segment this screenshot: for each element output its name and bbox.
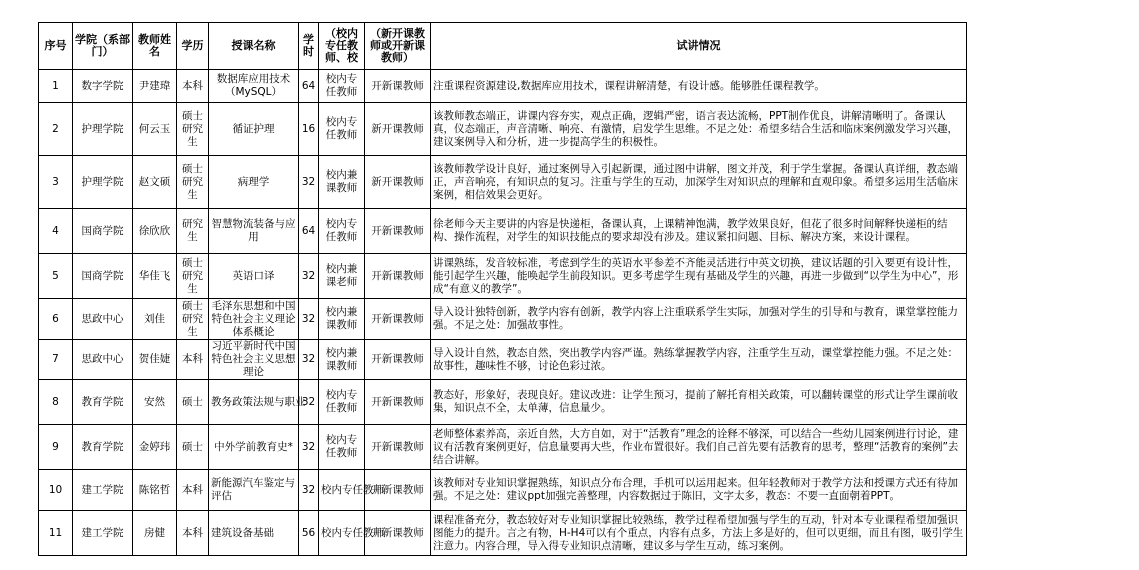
cell-detail[interactable]: 教态好，形象好，表现良好。建议改进：让学生预习，提前了解托育相关政策，可以翻转课堂的形式让学生课前收集，知识点不全，太单薄，信息量少。 xyxy=(431,380,967,425)
table-row xyxy=(39,156,967,209)
cell-teacher-type[interactable]: 校内专任教师 xyxy=(319,425,365,470)
cell-detail[interactable]: 注重课程资源建设,数据库应用技术，课程讲解清楚，有设计感。能够胜任课程教学。 xyxy=(431,70,967,103)
header-no: 序号 xyxy=(39,23,73,70)
cell-no[interactable]: 8 xyxy=(39,380,73,425)
header-row xyxy=(39,23,967,70)
cell-teacher-type[interactable]: 校内专任教师 xyxy=(319,470,365,511)
cell-detail[interactable]: 导入设计独特创新，教学内容有创新，教学内容上注重联系学生实际，加强对学生的引导和与教育，课堂掌控能力强。不足之处：加强故事性。 xyxy=(431,299,967,340)
cell-college[interactable]: 国商学院 xyxy=(73,254,133,299)
cell-teacher[interactable]: 贺佳婕 xyxy=(133,340,177,380)
cell-no[interactable]: 6 xyxy=(39,299,73,340)
cell-no[interactable]: 9 xyxy=(39,425,73,470)
cell-teacher[interactable]: 赵文硕 xyxy=(133,156,177,209)
cell-category[interactable]: 新开课教师 xyxy=(365,156,431,209)
cell-teacher-type[interactable]: 校内专任教师 xyxy=(319,70,365,103)
cell-degree[interactable]: 硕士研究生 xyxy=(177,254,209,299)
cell-teacher-type[interactable]: 校内专任教师 xyxy=(319,380,365,425)
cell-teacher[interactable]: 徐欣欣 xyxy=(133,209,177,254)
cell-teacher-type[interactable]: 校内兼课教师 xyxy=(319,156,365,209)
cell-degree[interactable]: 硕士 xyxy=(177,425,209,470)
cell-teacher-type[interactable]: 校内兼课教师 xyxy=(319,299,365,340)
cell-hours[interactable]: 32 xyxy=(299,340,319,380)
cell-no[interactable]: 11 xyxy=(39,511,73,556)
header-trial-situation: 试讲情况 xyxy=(431,23,967,70)
cell-category[interactable]: 开新课教师 xyxy=(365,380,431,425)
header-course: 授课名称 xyxy=(209,23,299,70)
cell-course[interactable]: 数据库应用技术（MySQL） xyxy=(209,70,299,103)
cell-hours[interactable]: 32 xyxy=(299,425,319,470)
cell-detail[interactable]: 徐老师今天主要讲的内容是快递柜，备课认真，上课精神饱满，教学效果良好，但花了很多时间解释快递柜的结构、操作流程，对学生的知识技能点的要求却没有涉及。建议紧扣问题、目标、解决方案，来设计课程。 xyxy=(431,209,967,254)
header-hours: 学时 xyxy=(299,23,319,70)
cell-course[interactable]: 建筑设备基础 xyxy=(209,511,299,556)
cell-no[interactable]: 1 xyxy=(39,70,73,103)
cell-teacher[interactable]: 金婷玮 xyxy=(133,425,177,470)
table-row xyxy=(39,70,967,103)
header-college: 学院（系部门） xyxy=(73,23,133,70)
cell-college[interactable]: 数字学院 xyxy=(73,70,133,103)
cell-degree[interactable]: 硕士研究生 xyxy=(177,156,209,209)
table-row xyxy=(39,299,967,340)
cell-course[interactable]: 中外学前教育史* xyxy=(209,425,299,470)
cell-course[interactable]: 智慧物流装备与应用 xyxy=(209,209,299,254)
cell-hours[interactable]: 56 xyxy=(299,511,319,556)
cell-course[interactable]: 病理学 xyxy=(209,156,299,209)
cell-degree[interactable]: 本科 xyxy=(177,70,209,103)
cell-degree[interactable]: 硕士研究生 xyxy=(177,299,209,340)
cell-degree[interactable]: 研究生 xyxy=(177,209,209,254)
cell-degree[interactable]: 本科 xyxy=(177,511,209,556)
cell-teacher-type[interactable]: 校内兼课老师 xyxy=(319,254,365,299)
cell-category[interactable]: 新开课教师 xyxy=(365,103,431,156)
cell-degree[interactable]: 本科 xyxy=(177,340,209,380)
cell-detail[interactable]: 该教师教态端正，讲课内容夯实，观点正确，逻辑严密，语言表达流畅，PPT制作优良，讲解清晰明了。备课认真，仪态端正，声音清晰、响亮、有激情，启发学生思维。不足之处：希望多结合生活和临床案例激发学习兴趣，建议案例导入和分析，进一步提高学生的积极性。 xyxy=(431,103,967,156)
cell-college[interactable]: 国商学院 xyxy=(73,209,133,254)
table-row xyxy=(39,340,967,380)
cell-category[interactable]: 开新课教师 xyxy=(365,299,431,340)
cell-detail[interactable]: 课程准备充分，教态较好对专业知识掌握比较熟练，教学过程希望加强与学生的互动，针对本专业课程希望加强识图能力的提升。言之有物，H-H4可以有个重点，内容有点多，方法上多是好的，但可以更细，而且有图，吸引学生注意力。内容合理，导入得专业知识点清晰，建议多与学生互动，练习案例。 xyxy=(431,511,967,556)
cell-hours[interactable]: 64 xyxy=(299,70,319,103)
cell-college[interactable]: 护理学院 xyxy=(73,103,133,156)
cell-degree[interactable]: 本科 xyxy=(177,470,209,511)
cell-category[interactable]: 开新课教师 xyxy=(365,340,431,380)
cell-college[interactable]: 教育学院 xyxy=(73,425,133,470)
header-teacher: 教师姓名 xyxy=(133,23,177,70)
cell-detail[interactable]: 该教师对专业知识掌握熟练，知识点分布合理，手机可以运用起来。但年轻教师对于教学方法和授课方式还有待加强。不足之处：建议ppt加强完善整理，内容数据过于陈旧，文字太多，教态：不要一直面朝着PPT。 xyxy=(431,470,967,511)
cell-college[interactable]: 思政中心 xyxy=(73,299,133,340)
cell-course[interactable]: 循证护理 xyxy=(209,103,299,156)
cell-detail[interactable]: 老师整体素养高，亲近自然，大方自如，对于“活教育”理念的诠释不够深，可以结合一些幼儿园案例进行讨论，建议有活教育案例更好，信息量要再大些，作业布置很好。我们自己首先要有活教育的思考，整理“活教育的案例”去结合讲解。 xyxy=(431,425,967,470)
cell-college[interactable]: 护理学院 xyxy=(73,156,133,209)
cell-course[interactable]: 新能源汽车鉴定与评估 xyxy=(209,470,299,511)
header-teacher-category: （新开课教师或开新课教师） xyxy=(365,23,431,70)
cell-teacher-type[interactable]: 校内兼课教师 xyxy=(319,340,365,380)
cell-category[interactable]: 开新课教师 xyxy=(365,70,431,103)
cell-teacher[interactable]: 华佳飞 xyxy=(133,254,177,299)
cell-detail[interactable]: 导入设计自然，教态自然，突出教学内容严谨。熟练掌握教学内容，注重学生互动，课堂掌控能力强。不足之处：故事性，趣味性不够，讨论色彩过浓。 xyxy=(431,340,967,380)
cell-no[interactable]: 4 xyxy=(39,209,73,254)
cell-category[interactable]: 开新课教师 xyxy=(365,470,431,511)
table-row xyxy=(39,470,967,511)
cell-teacher[interactable]: 何云玉 xyxy=(133,103,177,156)
header-degree: 学历 xyxy=(177,23,209,70)
cell-category[interactable]: 开新课教师 xyxy=(365,425,431,470)
table-row xyxy=(39,103,967,156)
cell-detail[interactable]: 该教师教学设计良好，通过案例导入引起新课，通过图中讲解，图文并茂，利于学生掌握。备课认真详细，教态端正，声音响亮，有知识点的复习。注重与学生的互动，加深学生对知识点的理解和直观印象。希望多运用生活临床案例，相信效果会更好。 xyxy=(431,156,967,209)
header-teacher-type: （校内专任教师、校 xyxy=(319,23,365,70)
cell-course[interactable]: 习近平新时代中国特色社会主义思想理论 xyxy=(209,340,299,380)
cell-college[interactable]: 思政中心 xyxy=(73,340,133,380)
cell-college[interactable]: 建工学院 xyxy=(73,511,133,556)
cell-teacher-type[interactable]: 校内专任教师 xyxy=(319,511,365,556)
cell-course[interactable]: 毛泽东思想和中国特色社会主义理论体系概论 xyxy=(209,299,299,340)
cell-college[interactable]: 教育学院 xyxy=(73,380,133,425)
cell-teacher-type[interactable]: 校内专任教师 xyxy=(319,103,365,156)
cell-no[interactable]: 7 xyxy=(39,340,73,380)
cell-category[interactable]: 开新课教师 xyxy=(365,209,431,254)
trial-lecture-table xyxy=(38,22,967,556)
cell-teacher-type[interactable]: 校内专任教师 xyxy=(319,209,365,254)
cell-hours[interactable]: 32 xyxy=(299,470,319,511)
cell-hours[interactable]: 32 xyxy=(299,254,319,299)
cell-college[interactable]: 建工学院 xyxy=(73,470,133,511)
cell-hours[interactable]: 64 xyxy=(299,209,319,254)
cell-hours[interactable]: 32 xyxy=(299,156,319,209)
cell-degree[interactable]: 硕士 xyxy=(177,380,209,425)
cell-hours[interactable]: 32 xyxy=(299,380,319,425)
cell-hours[interactable]: 32 xyxy=(299,299,319,340)
cell-course[interactable]: 教务政策法规与职业 xyxy=(209,380,299,425)
cell-no[interactable]: 2 xyxy=(39,103,73,156)
cell-no[interactable]: 3 xyxy=(39,156,73,209)
table-row xyxy=(39,209,967,254)
cell-course[interactable]: 英语口译 xyxy=(209,254,299,299)
table-row xyxy=(39,511,967,556)
cell-category[interactable]: 开新课教师 xyxy=(365,254,431,299)
table-row xyxy=(39,380,967,425)
cell-hours[interactable]: 16 xyxy=(299,103,319,156)
cell-teacher[interactable]: 房健 xyxy=(133,511,177,556)
cell-teacher[interactable]: 刘佳 xyxy=(133,299,177,340)
cell-teacher[interactable]: 陈铭哲 xyxy=(133,470,177,511)
cell-teacher[interactable]: 安然 xyxy=(133,380,177,425)
cell-no[interactable]: 10 xyxy=(39,470,73,511)
cell-detail[interactable]: 讲课熟练，发音较标准，考虑到学生的英语水平参差不齐能灵活进行中英文切换，建议话题的引入要更有设计性，能引起学生兴趣，能唤起学生前段知识。更多考虑学生现有基础及学生的兴趣，再进一步做到“以学生为中心”，形成“有意义的教学”。 xyxy=(431,254,967,299)
table-row xyxy=(39,254,967,299)
cell-category[interactable]: 开新课教师 xyxy=(365,511,431,556)
table-row xyxy=(39,425,967,470)
cell-degree[interactable]: 硕士研究生 xyxy=(177,103,209,156)
cell-no[interactable]: 5 xyxy=(39,254,73,299)
cell-teacher[interactable]: 尹建瑋 xyxy=(133,70,177,103)
